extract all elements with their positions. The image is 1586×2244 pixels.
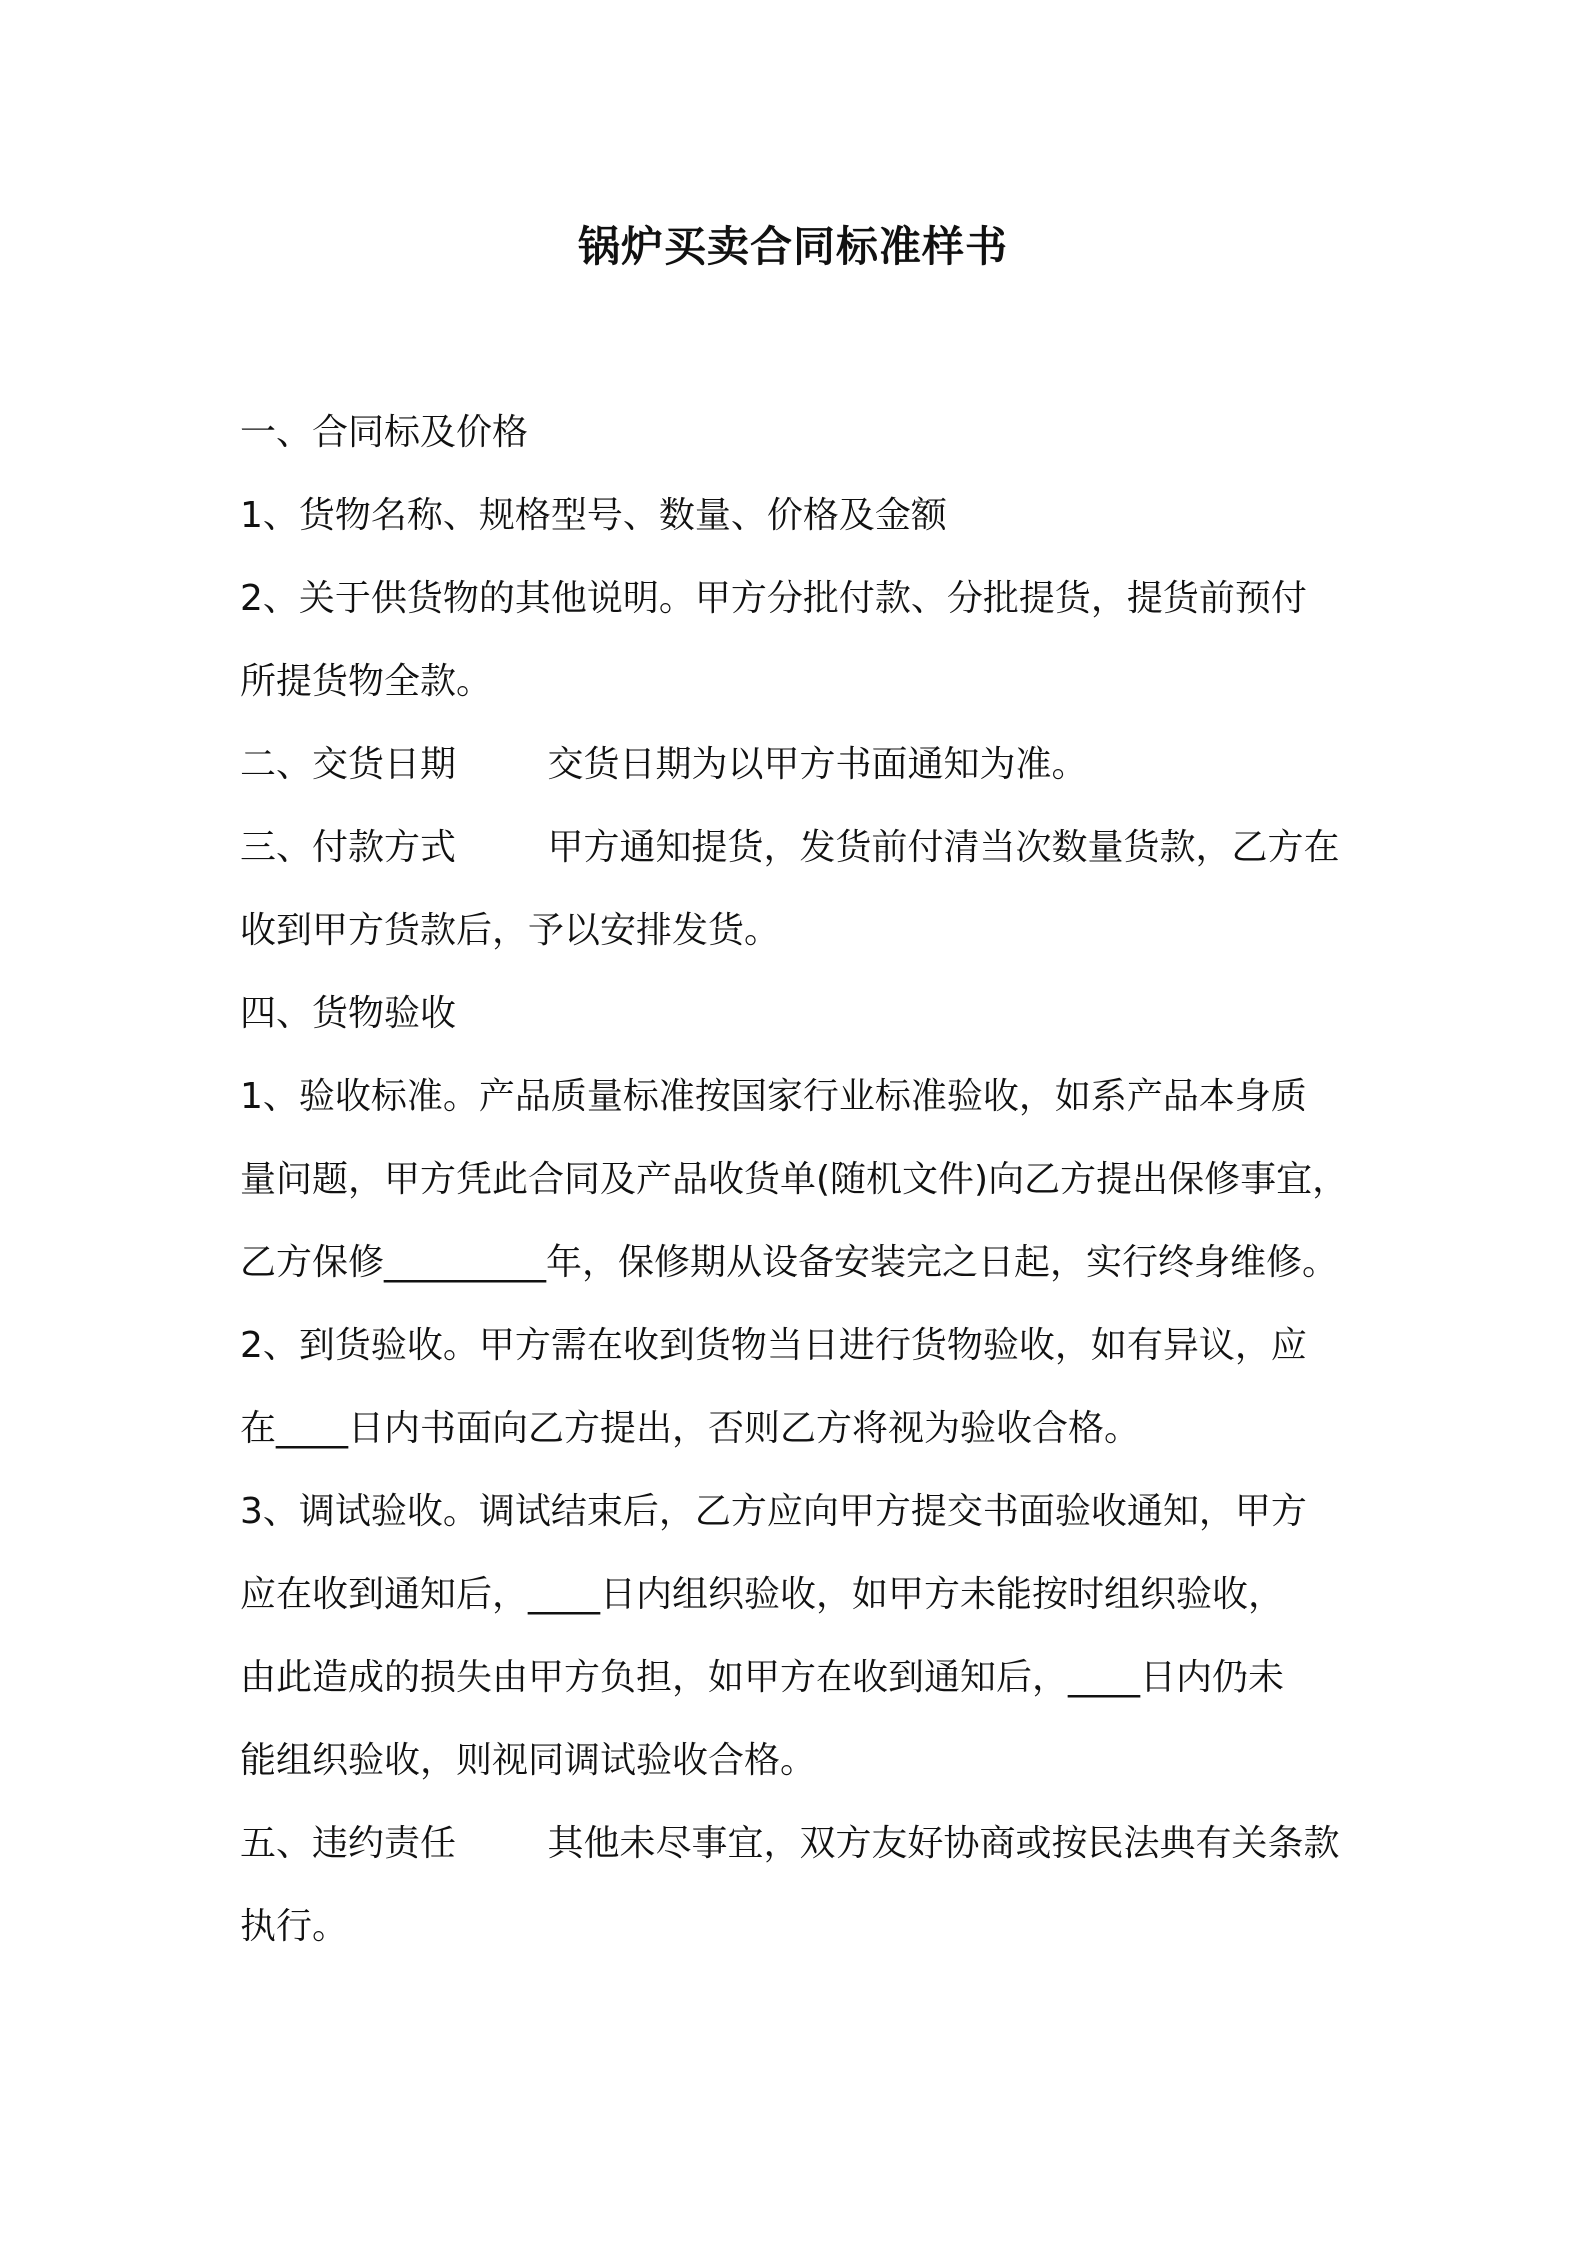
paragraph-line: 在____日内书面向乙方提出，否则乙方将视为验收合格。 bbox=[240, 1408, 1141, 1449]
section-heading-2: 二、交货日期 交货日期为以甲方书面通知为准。 bbox=[240, 744, 1088, 785]
paragraph-line: 执行。 bbox=[240, 1906, 349, 1947]
document-title: 锅炉买卖合同标准样书 bbox=[577, 222, 1008, 271]
paragraph-line: 所提货物全款。 bbox=[240, 661, 493, 702]
paragraph-line: 2、到货验收。甲方需在收到货物当日进行货物验收，如有异议，应 bbox=[240, 1325, 1307, 1366]
section-heading-1: 一、合同标及价格 bbox=[240, 412, 529, 453]
section-heading-3: 三、付款方式 甲方通知提货，发货前付清当次数量货款，乙方在 bbox=[240, 827, 1340, 868]
paragraph-line: 能组织验收，则视同调试验收合格。 bbox=[240, 1740, 817, 1781]
paragraph-line: 1、验收标准。产品质量标准按国家行业标准验收，如系产品本身质 bbox=[240, 1076, 1307, 1117]
paragraph-line: 3、调试验收。调试结束后，乙方应向甲方提交书面验收通知，甲方 bbox=[240, 1491, 1307, 1532]
paragraph-line: 收到甲方货款后，予以安排发货。 bbox=[240, 910, 781, 951]
paragraph-line: 量问题，甲方凭此合同及产品收货单(随机文件)向乙方提出保修事宜， bbox=[240, 1159, 1349, 1200]
paragraph-line: 乙方保修_________年，保修期从设备安装完之日起，实行终身维修。 bbox=[240, 1242, 1339, 1283]
paragraph-line: 由此造成的损失由甲方负担，如甲方在收到通知后，____日内仍未 bbox=[240, 1657, 1285, 1698]
paragraph-line: 应在收到通知后，____日内组织验收，如甲方未能按时组织验收， bbox=[240, 1574, 1285, 1615]
section-heading-4: 四、货物验收 bbox=[240, 993, 457, 1034]
paragraph-line: 1、货物名称、规格型号、数量、价格及金额 bbox=[240, 495, 947, 536]
paragraph-line: 2、关于供货物的其他说明。甲方分批付款、分批提货，提货前预付 bbox=[240, 578, 1307, 619]
section-heading-5: 五、违约责任 其他未尽事宜，双方友好协商或按民法典有关条款 bbox=[240, 1823, 1340, 1864]
